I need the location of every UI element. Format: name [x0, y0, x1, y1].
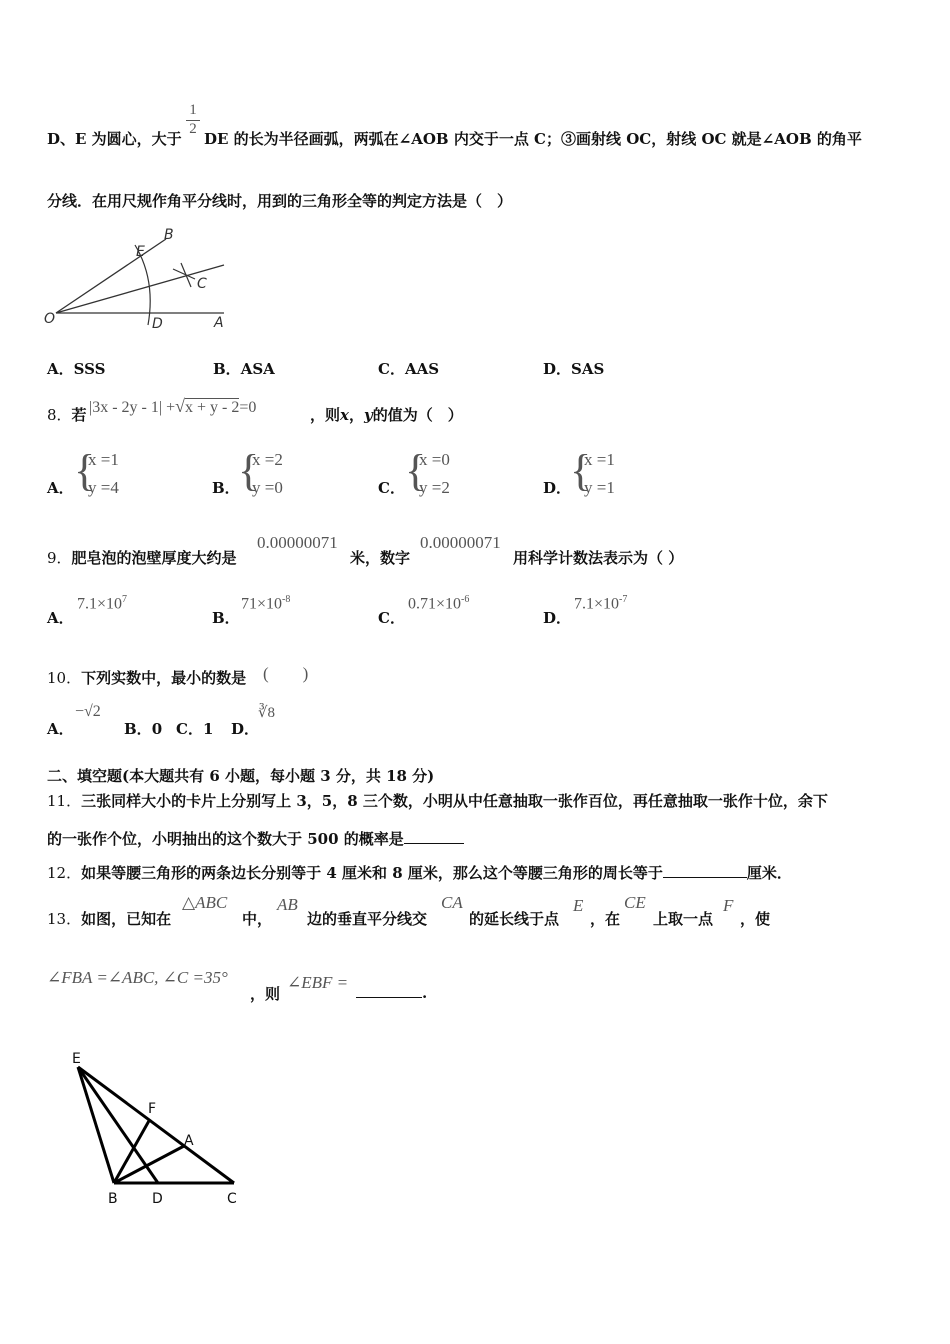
- q10-paren: ( ): [263, 664, 309, 683]
- q7-line1-b: DE 的长为半径画弧，两弧在∠AOB 内交于一点 C；③画射线 OC，射线 OC 就是∠AOB 的角平: [204, 130, 862, 148]
- q7-option-d[interactable]: D．SAS: [543, 360, 605, 378]
- q9-option-a-letter[interactable]: A．: [47, 609, 74, 627]
- q13-text-6: 上取一点: [653, 910, 714, 928]
- q12-stem: 12．如果等腰三角形的两条边长分别等于 4 厘米和 8 厘米，那么这个等腰三角形的周长等于 厘米．: [47, 864, 792, 882]
- q9-option-c-value: $0.71\times 10^{-6}$: [408, 594, 470, 613]
- q10-option-a-value: −√2: [75, 703, 101, 720]
- q13-text-8: ，则: [250, 985, 281, 1003]
- q13-answer: .: [356, 983, 427, 1002]
- q8-option-c-system: x =0 y =2: [419, 450, 450, 497]
- label-a: A: [184, 1133, 194, 1149]
- q9-option-d-value: $7.1\times 10^{-7}$: [574, 594, 628, 613]
- label-d: D: [152, 316, 163, 332]
- fraction-one-half: 1 2: [186, 102, 200, 138]
- q8-option-d-brace: {: [570, 446, 592, 495]
- q11-line2: 的一张作个位，小明抽出的这个数大于 500 的概率是: [47, 828, 464, 849]
- q10-option-d-value: ∛8: [258, 705, 276, 721]
- q8-option-a-system: x =1 y =4: [88, 450, 119, 497]
- label-b: B: [108, 1191, 118, 1207]
- q13-math-ca: CA: [441, 893, 463, 912]
- q8-option-b-brace: {: [238, 446, 260, 495]
- q9-stem-b: 米，数字: [350, 549, 411, 567]
- q7-option-a[interactable]: A．SSS: [47, 360, 106, 378]
- q13-math-e: E: [573, 896, 584, 915]
- label-d: D: [152, 1191, 163, 1207]
- q9-value-1: 0.00000071: [257, 533, 338, 552]
- q13-math-triangle: △ABC: [182, 893, 228, 912]
- q8-option-c-brace: {: [405, 446, 427, 495]
- q10-option-d-letter[interactable]: D．: [231, 720, 260, 738]
- segment-eb: [78, 1067, 114, 1183]
- q9-option-c-letter[interactable]: C．: [378, 609, 405, 627]
- q7-option-c[interactable]: C．AAS: [378, 360, 440, 378]
- q7-line2: 分线．在用尺规作角平分线时，用到的三角形全等的判定方法是（ ）: [47, 192, 513, 210]
- label-c: C: [197, 276, 207, 292]
- label-c: C: [227, 1191, 237, 1207]
- q9-option-b-letter[interactable]: B．: [212, 609, 240, 627]
- q13-text-5: ，在: [590, 910, 621, 928]
- label-f: F: [148, 1101, 157, 1117]
- q8-option-a-brace: {: [74, 446, 96, 495]
- q8-option-d-letter[interactable]: D．: [543, 479, 572, 497]
- q10-option-c[interactable]: C．1: [176, 720, 214, 738]
- label-e: E: [136, 244, 145, 260]
- q13-condition: ∠FBA =∠ABC, ∠C =35°: [47, 968, 228, 987]
- q8-stem: 8．若: [47, 406, 87, 424]
- q7-angle-bisector-figure: [40, 225, 240, 335]
- label-b: B: [164, 227, 174, 243]
- q10-option-a-letter[interactable]: A．: [47, 720, 74, 738]
- q9-option-b-value: $71\times 10^{-8}$: [241, 594, 291, 613]
- q9-option-a-value: $7.1\times 10^7$: [77, 594, 128, 613]
- q13-math-ab: AB: [277, 895, 298, 914]
- q8-stem-tail: ，则x，y的值为（ ）: [310, 406, 463, 424]
- q13-text-2: 中，: [242, 910, 273, 928]
- q10-option-b[interactable]: B．0: [124, 720, 163, 738]
- q13-math-ce: CE: [624, 893, 646, 912]
- q9-option-d-letter[interactable]: D．: [543, 609, 572, 627]
- q13-triangle-figure: [66, 1045, 256, 1215]
- q13-answer-blank[interactable]: [356, 983, 422, 998]
- q8-option-c-letter[interactable]: C．: [378, 479, 405, 497]
- q13-math-f: F: [723, 896, 734, 915]
- q9-value-2: 0.00000071: [420, 533, 501, 552]
- ray-ob: [56, 239, 166, 313]
- q12-answer-blank[interactable]: [663, 863, 747, 878]
- q8-option-b-system: x =2 y =0: [252, 450, 283, 497]
- q7-option-b[interactable]: B．ASA: [213, 360, 275, 378]
- q10-stem: 10．下列实数中，最小的数是: [47, 669, 247, 687]
- q11-line1: 11．三张同样大小的卡片上分别写上 3，5，8 三个数，小明从中任意抽取一张作百位，再任意抽取一张作十位，余下: [47, 792, 828, 810]
- q9-stem-a: 9．肥皂泡的泡壁厚度大约是: [47, 549, 237, 567]
- label-o: O: [44, 311, 56, 327]
- q8-option-d-system: x =1 y =1: [584, 450, 615, 497]
- segment-ec: [78, 1067, 234, 1183]
- label-a: A: [214, 315, 224, 331]
- q7-line1-a: D、E 为圆心，大于: [47, 130, 182, 148]
- label-e: E: [72, 1051, 81, 1067]
- q13-stem-start: 13．如图，已知在: [47, 910, 172, 928]
- section-2-title: 二、填空题(本大题共有 6 小题，每小题 3 分，共 18 分): [47, 767, 435, 785]
- q8-equation: |3x - 2y - 1| +√x + y - 2=0: [89, 396, 257, 416]
- q8-option-b-letter[interactable]: B．: [212, 479, 240, 497]
- q13-text-3: 边的垂直平分线交: [307, 910, 428, 928]
- q8-option-a-letter[interactable]: A．: [47, 479, 74, 497]
- q11-answer-blank[interactable]: [404, 829, 464, 844]
- q13-text-4: 的延长线于点: [469, 910, 560, 928]
- q13-text-7: ，使: [740, 910, 771, 928]
- q13-math-ebf: ∠EBF =: [287, 973, 349, 992]
- q9-stem-c: 用科学计数法表示为（ ）: [513, 549, 684, 567]
